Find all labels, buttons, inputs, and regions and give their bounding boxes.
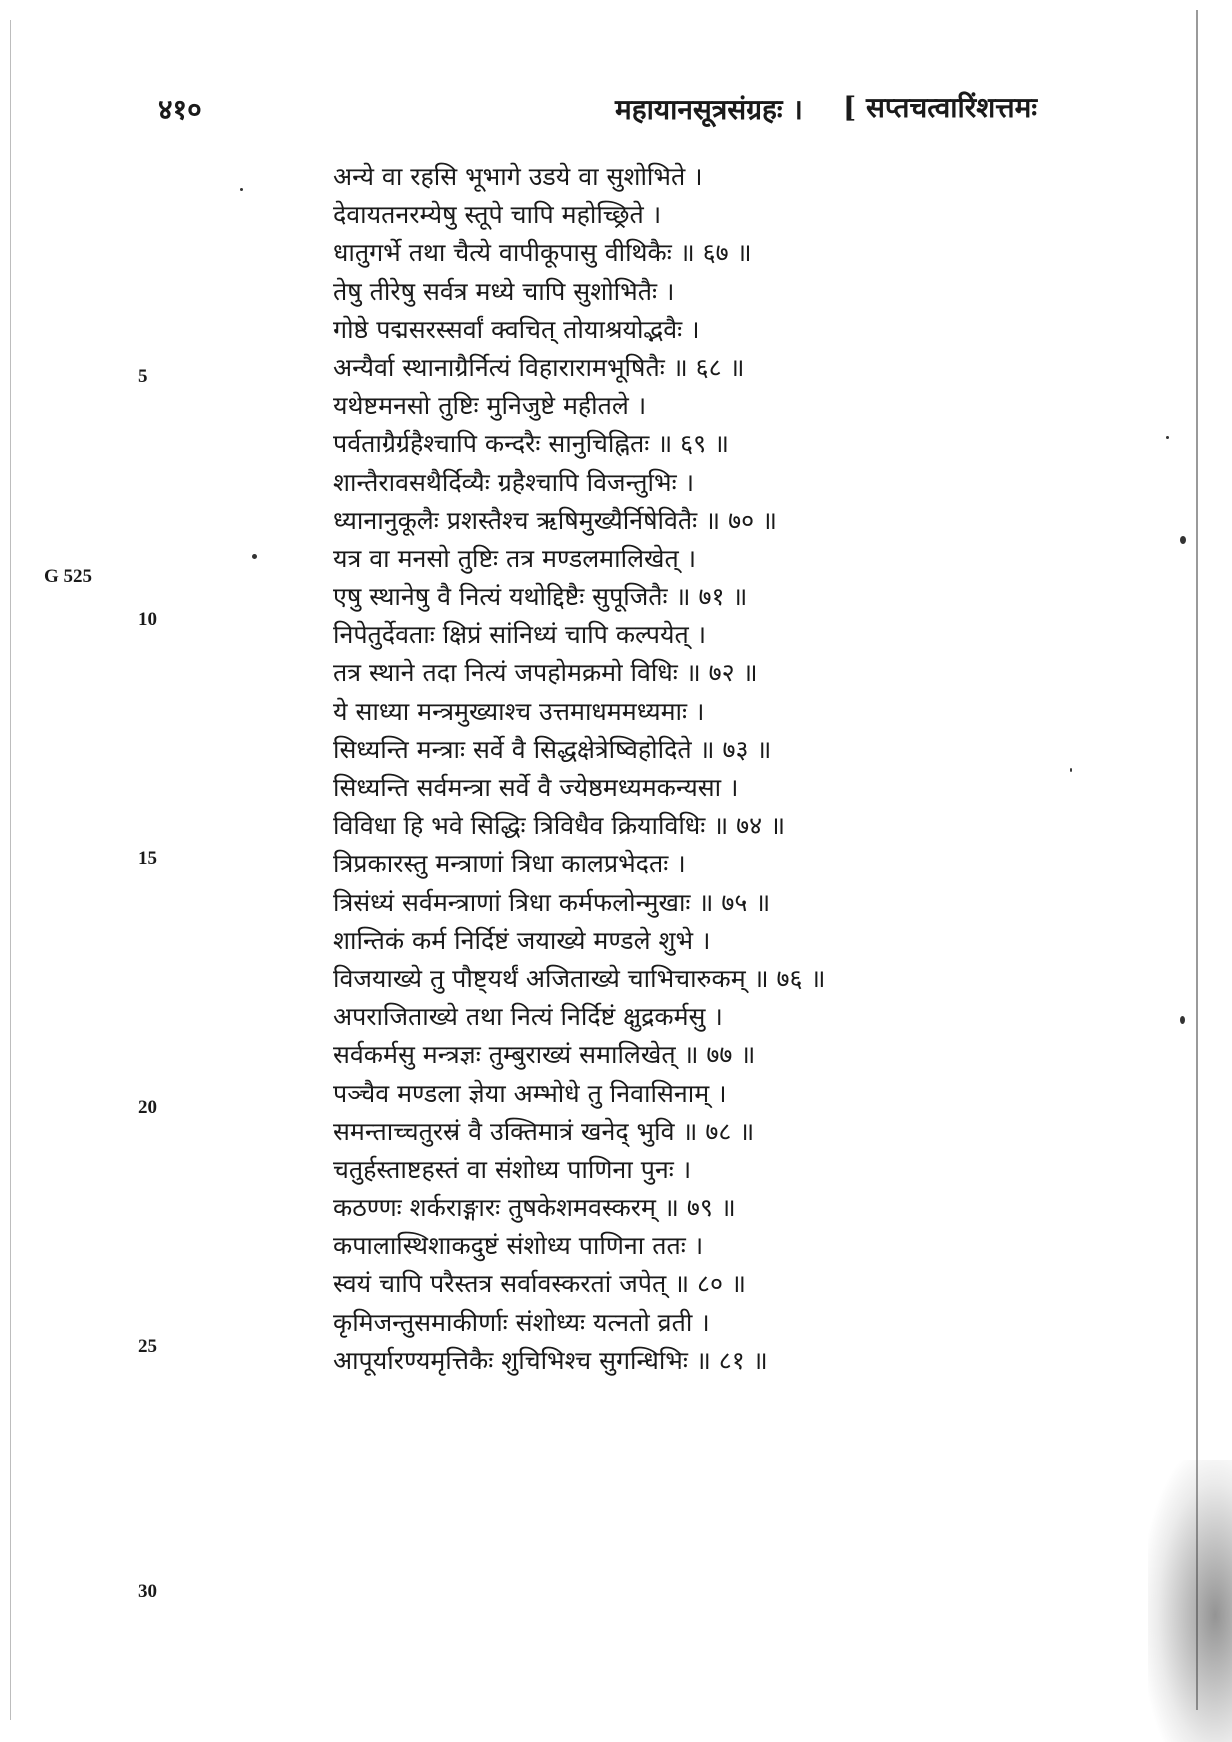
verse-line: यत्र वा मनसो तुष्टिः तत्र मण्डलमालिखेत् । bbox=[333, 543, 697, 573]
chapter-title: [ सप्तचत्वारिंशत्तमः bbox=[843, 91, 1038, 124]
page-number: ४१० bbox=[158, 93, 202, 126]
running-title: महायानसूत्रसंग्रहः । bbox=[615, 93, 803, 126]
verse-line: देवायतनरम्येषु स्तूपे चापि महोच्छ्रिते । bbox=[333, 200, 662, 230]
line-number: 20 bbox=[138, 1097, 157, 1118]
verse-line: कपालास्थिशाकदुष्टं संशोध्य पाणिना ततः । bbox=[333, 1231, 704, 1261]
line-number: 5 bbox=[138, 366, 148, 387]
line-number: 25 bbox=[138, 1336, 157, 1357]
verse-line: गोष्ठे पद्मसरस्सर्वां क्वचित् तोयाश्रयोद्भवैः । bbox=[333, 314, 700, 344]
verse-line: तत्र स्थाने तदा नित्यं जपहोमक्रमो विधिः ॥ ७२ ॥ bbox=[333, 658, 758, 688]
scan-speck bbox=[1180, 536, 1186, 544]
verse-line: कठण्णः शर्कराङ्गारः तुषकेशमवस्करम् ॥ ७९ ॥ bbox=[333, 1193, 736, 1223]
verse-line: आपूर्यारण्यमृत्तिकैः शुचिभिश्च सुगन्धिभिः ॥ ८१ ॥ bbox=[333, 1345, 768, 1375]
right-margin-line bbox=[1196, 10, 1198, 1710]
line-number: 15 bbox=[138, 848, 157, 869]
verse-line: अन्ये वा रहसि भूभागे उडये वा सुशोभिते । bbox=[333, 162, 703, 191]
verse-line: शान्तैरावसथैर्दिव्यैः ग्रहैश्चापि विजन्तुभिः । bbox=[333, 467, 695, 497]
verse-block bbox=[333, 158, 953, 1380]
verse-line: विविधा हि भवे सिद्धिः त्रिविधैव क्रियाविधिः ॥ ७४ ॥ bbox=[333, 811, 786, 841]
verse-line: त्रिसंध्यं सर्वमन्त्राणां त्रिधा कर्मफलोन्मुखाः ॥ ७५ ॥ bbox=[333, 887, 771, 917]
verse-line: पञ्चैव मण्डला ज्ञेया अम्भोधे तु निवासिनाम् । bbox=[333, 1078, 727, 1108]
verse-line: समन्ताच्चतुरस्रं वै उक्तिमात्रं खनेद् भुवि ॥ ७८ ॥ bbox=[333, 1116, 755, 1146]
scan-speck bbox=[240, 188, 243, 191]
verse-line: ध्यानानुकूलैः प्रशस्तैश्च ऋषिमुख्यैर्निषेवितैः ॥ ७० ॥ bbox=[333, 505, 777, 535]
scan-speck bbox=[1166, 436, 1169, 439]
verse-line: त्रिप्रकारस्तु मन्त्राणां त्रिधा कालप्रभेदतः । bbox=[333, 849, 686, 879]
verse-line: स्वयं चापि परैस्तत्र सर्वावस्करतां जपेत् ॥ ८० ॥ bbox=[333, 1269, 746, 1299]
verse-line: धातुगर्भे तथा चैत्ये वापीकूपासु वीथिकैः ॥ ६७ ॥ bbox=[333, 238, 752, 268]
scan-speck bbox=[1070, 768, 1072, 772]
verse-line: शान्तिकं कर्म निर्दिष्टं जयाख्ये मण्डले शुभे । bbox=[333, 925, 711, 955]
scan-speck bbox=[252, 554, 257, 559]
verse-line: अन्यैर्वा स्थानाग्रैर्नित्यं विहारारामभूषितैः ॥ ६८ ॥ bbox=[333, 352, 745, 382]
verse-line: कृमिजन्तुसमाकीर्णाः संशोध्यः यत्नतो व्रती । bbox=[333, 1307, 710, 1337]
left-margin-line bbox=[10, 20, 11, 1720]
verse-line: सर्वकर्मसु मन्त्रज्ञः तुम्बुराख्यं समालिखेत् ॥ ७७ ॥ bbox=[333, 1040, 756, 1070]
line-number: 30 bbox=[138, 1581, 157, 1602]
page-header bbox=[0, 86, 1232, 136]
verse-line: ये साध्या मन्त्रमुख्याश्च उत्तमाधममध्यमाः । bbox=[333, 696, 705, 726]
side-reference: G 525 bbox=[44, 566, 93, 587]
scan-stain bbox=[1148, 1460, 1232, 1742]
verse-line: पर्वताग्रैर्ग्रहैश्चापि कन्दरैः सानुचिह्नितः ॥ ६९ ॥ bbox=[333, 429, 730, 459]
line-number: 10 bbox=[138, 609, 157, 630]
verse-line: चतुर्हस्ताष्टहस्तं वा संशोध्य पाणिना पुनः । bbox=[333, 1154, 692, 1184]
verse-line: एषु स्थानेषु वै नित्यं यथोद्दिष्टैः सुपूजितैः ॥ ७१ ॥ bbox=[333, 582, 748, 612]
verse-line: अपराजिताख्ये तथा नित्यं निर्दिष्टं क्षुद्रकर्मसु । bbox=[333, 1002, 723, 1032]
verse-line: सिध्यन्ति मन्त्राः सर्वे वै सिद्धक्षेत्रेष्विहोदिते ॥ ७३ ॥ bbox=[333, 734, 772, 764]
verse-line: यथेष्टमनसो तुष्टिः मुनिजुष्टे महीतले । bbox=[333, 391, 647, 421]
verse-line: विजयाख्ये तु पौष्ट्यर्थं अजिताख्ये चाभिचारुकम् ॥ ७६ ॥ bbox=[333, 963, 826, 993]
verse-line: निपेतुर्देवताः क्षिप्रं सांनिध्यं चापि कल्पयेत् । bbox=[333, 620, 707, 650]
verse-line: सिध्यन्ति सर्वमन्त्रा सर्वे वै ज्येष्ठमध्यमकन्यसा । bbox=[333, 773, 739, 802]
verse-line: तेषु तीरेषु सर्वत्र मध्ये चापि सुशोभितैः । bbox=[333, 276, 675, 306]
scan-speck bbox=[1180, 1016, 1185, 1024]
